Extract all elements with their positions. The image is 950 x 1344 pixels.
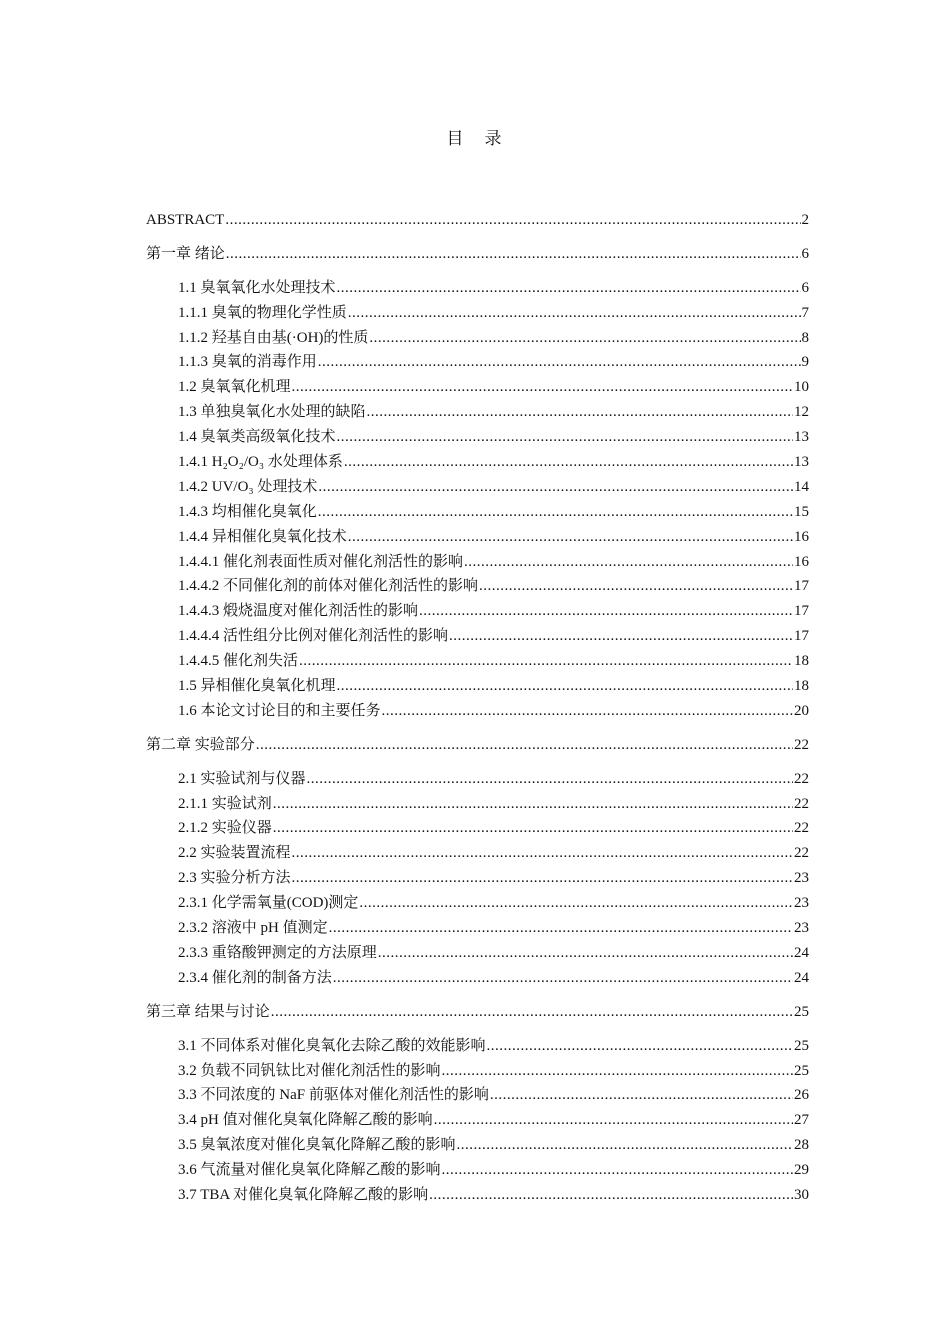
toc-entry[interactable] [146,350,809,375]
toc-entry-label: 2.3.4 催化剂的制备方法 [178,969,332,986]
toc-entry-label: 1.1.2 羟基自由基(·OH)的性质 [178,329,369,346]
toc-leader-dots [359,891,793,916]
toc-entry-label: 1.4.3 均相催化臭氧化 [178,503,317,520]
toc-entry-page: 22 [794,820,809,837]
toc-leader-dots [479,574,793,599]
toc-leader-dots [318,350,801,375]
toc-entry-label: 1.1.1 臭氧的物理化学性质 [178,304,347,321]
toc-leader-dots [307,767,793,792]
toc-entry-label: 2.3.1 化学需氧量(COD)测定 [178,895,359,912]
toc-entry[interactable] [146,792,809,817]
toc-entry-page: 10 [794,379,809,396]
toc-entry-label: 1.4.4.5 催化剂失活 [178,653,299,670]
toc-leader-dots [382,699,793,724]
toc-entry-page: 17 [794,578,809,595]
toc-leader-dots [337,425,793,450]
toc-entry-label: 2.3 实验分析方法 [178,870,291,887]
toc-entry-page: 24 [794,969,809,986]
toc-entry-label: 1.1.3 臭氧的消毒作用 [178,354,317,371]
toc-entry-label: 1.3 单独臭氧化水处理的缺陷 [178,404,366,421]
toc-leader-dots [344,450,793,475]
toc-entry[interactable] [146,301,809,326]
toc-leader-dots [333,966,793,991]
toc-entry-label: 3.6 气流量对催化臭氧化降解乙酸的影响 [178,1162,441,1179]
toc-entry-label: 2.2 实验装置流程 [178,845,291,862]
toc-leader-dots [273,792,793,817]
toc-leader-dots [464,550,793,575]
toc-entry-label: 1.4.1 H₂O₂/O₃ 水处理体系 [178,454,343,471]
toc-entry-page: 12 [794,404,809,421]
toc-entry-label: 1.5 异相催化臭氧化机理 [178,678,336,695]
toc-leader-dots [378,941,793,966]
toc-entry[interactable] [146,1000,809,1025]
toc-leader-dots [329,916,793,941]
toc-leader-dots [292,841,793,866]
toc-entry-label: 2.1.1 实验试剂 [178,795,272,812]
toc-entry[interactable] [146,916,809,941]
toc-entry[interactable] [146,574,809,599]
toc-entry-page: 24 [794,944,809,961]
toc-entry-page: 17 [794,628,809,645]
toc-leader-dots [337,276,801,301]
toc-entry[interactable] [146,208,809,233]
toc-entry-page: 13 [794,454,809,471]
toc-leader-dots [318,475,793,500]
toc-entry-page: 16 [794,528,809,545]
toc-entry-label: 3.5 臭氧浓度对催化臭氧化降解乙酸的影响 [178,1137,456,1154]
toc-entry-page: 20 [794,702,809,719]
toc-entry[interactable] [146,599,809,624]
toc-entry[interactable] [146,1158,809,1183]
toc-entry-page: 9 [801,354,809,371]
toc-leader-dots [429,1183,793,1208]
toc-entry-label: 第三章 结果与讨论 [146,1003,270,1020]
toc-entry-page: 23 [794,870,809,887]
toc-entry-label: 1.4.4 异相催化臭氧化技术 [178,528,347,545]
toc-entry-label: 2.3.3 重铬酸钾测定的方法原理 [178,944,377,961]
toc-leader-dots [367,400,793,425]
toc-entry[interactable] [146,550,809,575]
toc-entry[interactable] [146,624,809,649]
toc-entry[interactable] [146,400,809,425]
toc-leader-dots [442,1059,793,1084]
toc-entry-page: 16 [794,553,809,570]
toc-entry-page: 6 [801,245,809,262]
toc-entry-label: 1.4.4.3 煅烧温度对催化剂活性的影响 [178,603,419,620]
toc-entry-page: 17 [794,603,809,620]
toc-entry[interactable] [146,326,809,351]
toc-entry[interactable] [146,866,809,891]
toc-entry[interactable] [146,891,809,916]
toc-entry[interactable] [146,816,809,841]
toc-entry[interactable] [146,450,809,475]
toc-entry-label: 1.1 臭氧氧化水处理技术 [178,279,336,296]
toc-entry[interactable] [146,767,809,792]
toc-entry[interactable] [146,841,809,866]
toc-leader-dots [348,525,793,550]
toc-entry-label: ABSTRACT [146,212,225,228]
toc-entry[interactable] [146,1034,809,1059]
toc-entry[interactable] [146,1183,809,1208]
toc-entry[interactable] [146,941,809,966]
toc-entry-page: 29 [794,1162,809,1179]
toc-entry-page: 8 [801,329,809,346]
toc-entry[interactable] [146,674,809,699]
toc-entry-page: 14 [794,478,809,495]
toc-leader-dots [449,624,793,649]
toc-title: 目 录 [446,129,504,148]
toc-entry-page: 18 [794,678,809,695]
toc-entry-page: 23 [794,920,809,937]
toc-entry[interactable] [146,1133,809,1158]
toc-leader-dots [271,1000,793,1025]
toc-entry-label: 2.3.2 溶液中 pH 值测定 [178,920,328,937]
toc-leader-dots [318,500,793,525]
toc-entry-page: 25 [794,1003,809,1020]
toc-entry-label: 3.1 不同体系对催化臭氧化去除乙酸的效能影响 [178,1037,486,1054]
toc-entry[interactable] [146,1059,809,1084]
toc-list [146,208,809,1208]
toc-entry-page: 28 [794,1137,809,1154]
toc-entry[interactable] [146,699,809,724]
toc-entry-page: 26 [794,1087,809,1104]
toc-leader-dots [419,599,793,624]
toc-leader-dots [434,1108,793,1133]
toc-entry[interactable] [146,649,809,674]
toc-leader-dots [299,649,793,674]
toc-entry-page: 22 [794,770,809,787]
toc-entry-label: 2.1 实验试剂与仪器 [178,770,306,787]
toc-entry-page: 27 [794,1112,809,1129]
toc-entry-page: 30 [794,1186,809,1203]
toc-leader-dots [369,326,800,351]
toc-entry-label: 1.4.2 UV/O₃ 处理技术 [178,478,318,495]
toc-entry[interactable] [146,733,809,758]
toc-leader-dots [292,375,793,400]
toc-entry-label: 1.6 本论文讨论目的和主要任务 [178,702,381,719]
toc-entry-label: 第二章 实验部分 [146,736,255,753]
toc-entry-label: 3.2 负载不同钒钛比对催化剂活性的影响 [178,1062,441,1079]
toc-entry-page: 18 [794,653,809,670]
toc-entry-page: 22 [794,736,809,753]
toc-leader-dots [487,1034,793,1059]
toc-entry-label: 1.4.4.1 催化剂表面性质对催化剂活性的影响 [178,553,464,570]
toc-entry-label: 3.4 pH 值对催化臭氧化降解乙酸的影响 [178,1112,433,1129]
toc-entry-label: 3.7 TBA 对催化臭氧化降解乙酸的影响 [178,1186,429,1203]
toc-leader-dots [442,1158,793,1183]
toc-entry-label: 第一章 绪论 [146,245,225,262]
toc-entry-page: 22 [794,795,809,812]
toc-entry[interactable] [146,276,809,301]
toc-leader-dots [256,733,793,758]
toc-entry[interactable] [146,242,809,267]
toc-entry-label: 1.4.4.4 活性组分比例对催化剂活性的影响 [178,628,449,645]
toc-entry-page: 13 [794,429,809,446]
toc-entry-label: 3.3 不同浓度的 NaF 前驱体对催化剂活性的影响 [178,1087,489,1104]
toc-leader-dots [457,1133,793,1158]
toc-entry-page: 15 [794,503,809,520]
toc-entry[interactable] [146,500,809,525]
toc-leader-dots [348,301,801,326]
toc-entry-page: 2 [801,212,809,228]
toc-entry-page: 25 [794,1037,809,1054]
toc-leader-dots [490,1083,793,1108]
toc-entry-label: 1.4 臭氧类高级氧化技术 [178,429,336,446]
toc-leader-dots [273,816,793,841]
toc-entry-page: 22 [794,845,809,862]
toc-entry-label: 1.4.4.2 不同催化剂的前体对催化剂活性的影响 [178,578,479,595]
toc-entry[interactable] [146,525,809,550]
toc-entry-label: 1.2 臭氧氧化机理 [178,379,291,396]
toc-entry[interactable] [146,966,809,991]
toc-leader-dots [292,866,793,891]
toc-entry-page: 7 [801,304,809,321]
toc-entry[interactable] [146,1083,809,1108]
toc-leader-dots [225,208,800,233]
toc-entry-page: 25 [794,1062,809,1079]
toc-entry[interactable] [146,425,809,450]
toc-leader-dots [337,674,793,699]
toc-leader-dots [226,242,801,267]
toc-entry[interactable] [146,375,809,400]
toc-entry[interactable] [146,475,809,500]
toc-entry-page: 23 [794,895,809,912]
toc-entry-page: 6 [801,279,809,296]
toc-entry[interactable] [146,1108,809,1133]
toc-entry-label: 2.1.2 实验仪器 [178,820,272,837]
